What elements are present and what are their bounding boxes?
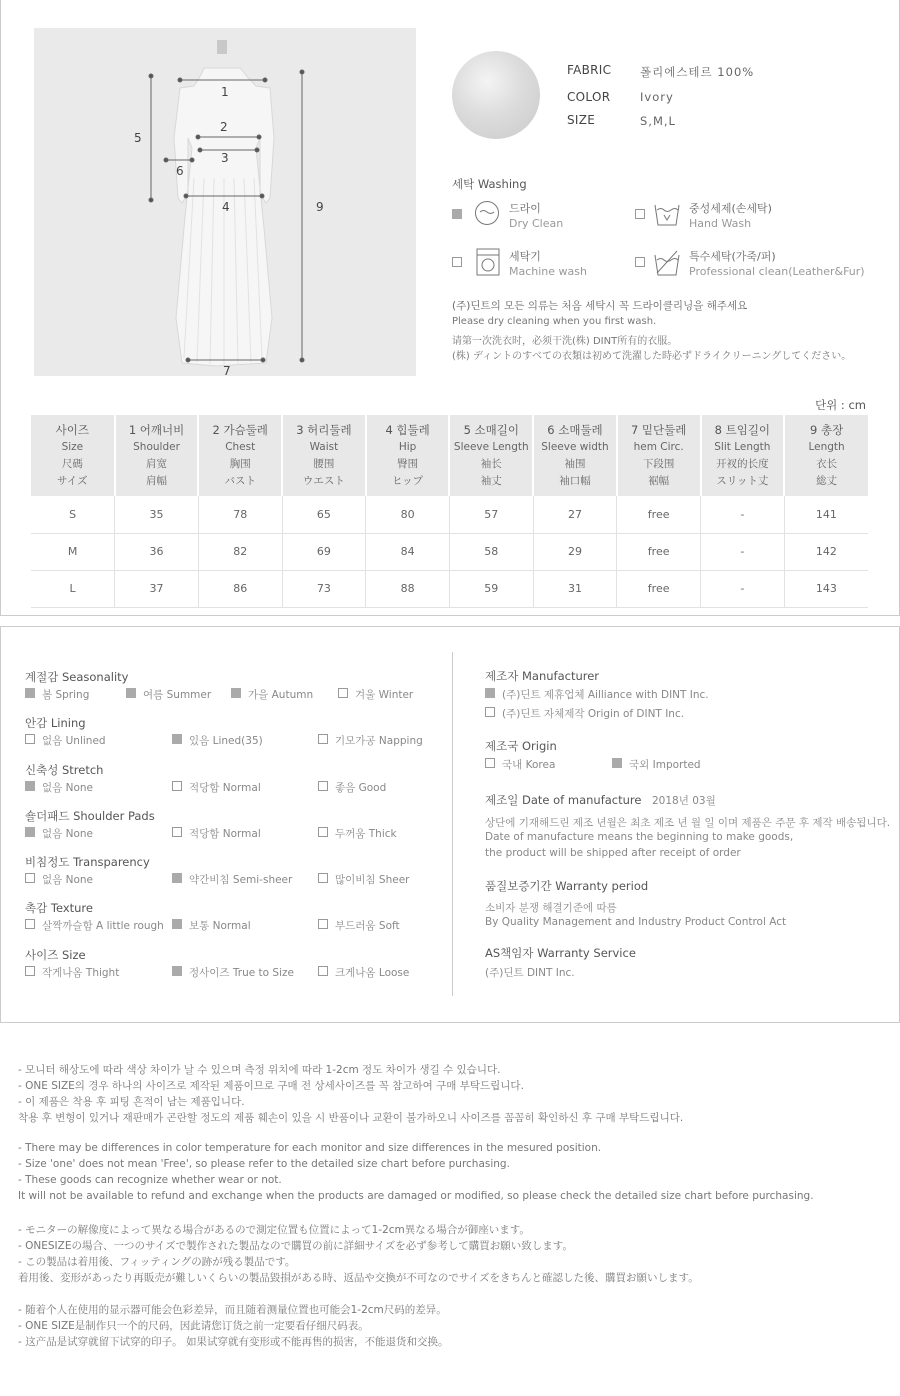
size-header-text: Slit Length bbox=[714, 440, 771, 453]
option-label: 없음 None bbox=[42, 828, 94, 840]
product-details-section bbox=[0, 626, 900, 1023]
size-cell: 142 bbox=[784, 533, 868, 570]
option-label: 기모가공 Napping bbox=[335, 735, 423, 747]
option-label: 여름 Summer bbox=[143, 689, 212, 701]
machine-wash-ko: 세탁기 bbox=[509, 250, 541, 263]
size-cell: 57 bbox=[449, 496, 533, 533]
option-checkbox bbox=[25, 919, 35, 929]
size-cell: M bbox=[31, 533, 115, 570]
fabric-swatch-image bbox=[452, 51, 540, 139]
professional-clean-checkbox bbox=[635, 257, 645, 267]
as-line: (주)딘트 DINT Inc. bbox=[485, 967, 575, 979]
hand-wash-checkbox bbox=[635, 209, 645, 219]
professional-clean-icon bbox=[653, 249, 681, 277]
option-checkbox bbox=[25, 827, 35, 837]
size-header-text: Shoulder bbox=[133, 440, 180, 453]
size-header-text: ヒップ bbox=[392, 474, 424, 487]
warranty-line-1: 소비자 분쟁 해결기준에 따름 bbox=[485, 902, 617, 914]
size-header-text: Sleeve width bbox=[541, 440, 609, 453]
fabric-value: 폴리에스테르 100% bbox=[640, 65, 755, 79]
size-cell: 59 bbox=[449, 570, 533, 607]
option-checkbox bbox=[25, 873, 35, 883]
option-checkbox bbox=[172, 966, 182, 976]
machine-wash-checkbox bbox=[452, 257, 462, 267]
mfg-date-title: 제조일 Date of manufacture bbox=[485, 793, 642, 807]
size-cell: 58 bbox=[449, 533, 533, 570]
size-cell: 80 bbox=[366, 496, 450, 533]
size-header-text: 1 어깨너비 bbox=[128, 422, 185, 437]
size-cell: 73 bbox=[282, 570, 366, 607]
measure-label-5: 5 bbox=[134, 131, 142, 145]
option-checkbox bbox=[485, 707, 495, 717]
size-cell: 78 bbox=[198, 496, 282, 533]
size-cell: 36 bbox=[115, 533, 199, 570]
size-header-text: Size bbox=[61, 440, 84, 453]
size-cell: - bbox=[701, 570, 785, 607]
notice-line: - 이 제품은 착용 후 피팅 흔적이 남는 제품입니다. bbox=[18, 1096, 245, 1108]
option-checkbox bbox=[25, 734, 35, 744]
option-label: 보통 Normal bbox=[189, 920, 251, 932]
option-label: 없음 None bbox=[42, 874, 94, 886]
option-label: 국내 Korea bbox=[502, 759, 556, 771]
size-header-text: 6 소매둘레 bbox=[547, 422, 603, 437]
option-checkbox bbox=[25, 966, 35, 976]
size-header-text: 肩宽 bbox=[146, 457, 168, 470]
notice-line: 着用後、変形があったり再販売が難しいくらいの製品毀損がある時、返品や交換が不可なのでサイズをきちんと確認した後、購買お願いします。 bbox=[18, 1272, 699, 1284]
size-header-text: Chest bbox=[225, 440, 256, 453]
measure-label-4: 4 bbox=[222, 200, 230, 214]
option-checkbox bbox=[318, 781, 328, 791]
size-header-text: 胸围 bbox=[229, 457, 251, 470]
color-label: COLOR bbox=[567, 90, 611, 104]
option-checkbox bbox=[231, 688, 241, 698]
size-table bbox=[31, 415, 868, 608]
size-cell: 35 bbox=[115, 496, 199, 533]
measure-label-2: 2 bbox=[220, 120, 228, 134]
manufacturer-title: 제조자 Manufacturer bbox=[485, 669, 600, 683]
option-label: 겨울 Winter bbox=[355, 689, 414, 701]
size-header-text: 2 가슴둘레 bbox=[212, 422, 268, 437]
option-checkbox bbox=[318, 873, 328, 883]
option-checkbox bbox=[172, 873, 182, 883]
option-label: 좋음 Good bbox=[335, 782, 387, 794]
size-header-text: 肩幅 bbox=[146, 474, 168, 487]
dry-clean-ko: 드라이 bbox=[509, 202, 541, 215]
option-label: 많이비침 Sheer bbox=[335, 874, 410, 886]
size-header-text: バスト bbox=[224, 474, 256, 487]
professional-clean-label bbox=[689, 249, 865, 279]
size-cell: 37 bbox=[115, 570, 199, 607]
size-header-text: 3 허리둘레 bbox=[296, 422, 352, 437]
option-checkbox bbox=[25, 688, 35, 698]
size-col-header bbox=[198, 415, 282, 496]
notice-line: 착용 후 변형이 있거나 재판매가 곤란할 정도의 제품 훼손이 있을 시 반품이나 교환이 불가하오니 사이즈를 꼼꼼히 확인하신 후 구매 부탁드립니다. bbox=[18, 1112, 684, 1124]
size-row bbox=[31, 496, 868, 533]
notice-line: - 随着个人在使用的显示器可能会色彩差异，而且随着测量位置也可能会1-2cm尺码的差异。 bbox=[18, 1304, 447, 1316]
mfg-date-line-2: Date of manufacture means the beginning to make goods, bbox=[485, 831, 794, 843]
size-header-text: 5 소매길이 bbox=[463, 422, 519, 437]
size-header-text: hem Circ. bbox=[633, 440, 684, 453]
size-cell: 84 bbox=[366, 533, 450, 570]
option-label: 정사이즈 True to Size bbox=[189, 967, 294, 979]
option-label: 있음 Lined(35) bbox=[189, 735, 263, 747]
notice-line: - ONE SIZE是制作只一个的尺码，因此请您订货之前一定要看仔细尺码表。 bbox=[18, 1320, 369, 1332]
size-header-text: Sleeve Length bbox=[453, 440, 529, 453]
option-checkbox bbox=[172, 827, 182, 837]
wash-note-cn: 请第一次洗衣时，必须干洗(株) DINT所有的衣服。 bbox=[452, 336, 678, 347]
notice-line: - モニターの解像度によって異なる場合があるので測定位置も位置によって1-2cm異なる場合が御座います。 bbox=[18, 1224, 530, 1236]
option-label: 적당함 Normal bbox=[189, 782, 261, 794]
warranty-title: 품질보증기간 Warranty period bbox=[485, 879, 649, 893]
color-value: Ivory bbox=[640, 90, 674, 104]
size-col-header bbox=[31, 415, 115, 496]
unit-label: 단위 : cm bbox=[815, 398, 866, 412]
size-header-text: Length bbox=[808, 440, 845, 453]
option-checkbox bbox=[485, 688, 495, 698]
mfg-date-line-1: 상단에 기재해드린 제조 년월은 최초 제조 년 월 일 이며 제품은 주문 후 제작 배송됩니다. bbox=[485, 817, 891, 829]
option-label: 없음 Unlined bbox=[42, 735, 106, 747]
size-header-text: ウエスト bbox=[302, 474, 345, 487]
size-cell: 82 bbox=[198, 533, 282, 570]
size-cell: S bbox=[31, 496, 115, 533]
size-header-text: サイズ bbox=[57, 474, 88, 487]
option-checkbox bbox=[485, 758, 495, 768]
measure-label-7: 7 bbox=[223, 364, 231, 378]
notice-line: - 모니터 해상도에 따라 색상 차이가 날 수 있으며 측정 위치에 따라 1-2cm 정도 차이가 생길 수 있습니다. bbox=[18, 1064, 501, 1076]
size-header-text: スリット丈 bbox=[716, 474, 769, 487]
size-col-header bbox=[784, 415, 868, 496]
origin-title: 제조국 Origin bbox=[485, 739, 557, 753]
notice-line: - These goods can recognize whether wear or not. bbox=[18, 1174, 282, 1186]
mfg-date-line-3: the product will be shipped after receipt of order bbox=[485, 847, 741, 859]
washing-title: 세탁 Washing bbox=[452, 177, 527, 191]
hand-wash-label bbox=[689, 201, 772, 231]
size-cell: 69 bbox=[282, 533, 366, 570]
option-label: 부드러움 Soft bbox=[335, 920, 400, 932]
size-cell: - bbox=[701, 533, 785, 570]
notice-line: It will not be available to refund and exchange when the products are damaged or modified, so please check the detailed size chart before purchasing. bbox=[18, 1190, 814, 1202]
option-label: 약간비침 Semi-sheer bbox=[189, 874, 293, 886]
option-checkbox bbox=[25, 781, 35, 791]
size-cell: 27 bbox=[533, 496, 617, 533]
notice-line: - There may be differences in color temperature for each monitor and size differences in the mesured position. bbox=[18, 1142, 602, 1154]
dry-clean-checkbox bbox=[452, 209, 462, 219]
measure-label-3: 3 bbox=[221, 151, 229, 165]
option-label: (주)딘트 자체제작 Origin of DINT Inc. bbox=[502, 708, 685, 720]
size-header-text: 腰围 bbox=[313, 457, 335, 470]
size-header-text: 臀围 bbox=[397, 457, 419, 470]
size-header-text: 9 총장 bbox=[809, 422, 844, 437]
size-col-header bbox=[617, 415, 701, 496]
option-label: 가을 Autumn bbox=[248, 689, 314, 701]
size-header-text: 사이즈 bbox=[55, 422, 89, 437]
size-table-header bbox=[31, 415, 868, 496]
size-header-text: 袖口幅 bbox=[559, 474, 591, 487]
size-header-text: 袖丈 bbox=[480, 474, 502, 487]
option-checkbox bbox=[172, 734, 182, 744]
attribute-title: 숄더패드 Shoulder Pads bbox=[25, 809, 155, 823]
size-header-text: 7 밑단둘레 bbox=[630, 422, 687, 437]
option-checkbox bbox=[126, 688, 136, 698]
size-row bbox=[31, 570, 868, 607]
option-label: 살짝까슬함 A little rough bbox=[42, 920, 164, 932]
size-header-text: 尺碼 bbox=[61, 457, 83, 470]
measure-label-9: 9 bbox=[316, 200, 324, 214]
hand-wash-ko: 중성세제(손세탁) bbox=[689, 202, 772, 215]
hand-wash-icon bbox=[653, 201, 681, 227]
notice-line: - この製品は着用後、フィッティングの跡が残る製品です。 bbox=[18, 1256, 296, 1268]
option-checkbox bbox=[318, 919, 328, 929]
size-header-text: 袖长 bbox=[480, 457, 502, 470]
size-header-text: Waist bbox=[309, 440, 339, 453]
option-label: 없음 None bbox=[42, 782, 94, 794]
option-checkbox bbox=[338, 688, 348, 698]
wash-note-ko: (주)딘트의 모든 의류는 처음 세탁시 꼭 드라이클리닝을 해주세요 bbox=[452, 300, 748, 312]
size-col-header bbox=[449, 415, 533, 496]
option-label: 국외 Imported bbox=[629, 759, 701, 771]
attribute-title: 계절감 Seasonality bbox=[25, 670, 129, 684]
option-label: 적당함 Normal bbox=[189, 828, 261, 840]
size-cell: free bbox=[617, 496, 701, 533]
dry-clean-icon bbox=[474, 200, 500, 226]
option-checkbox bbox=[172, 919, 182, 929]
attribute-title: 사이즈 Size bbox=[25, 948, 86, 962]
dress-measurement-diagram bbox=[34, 28, 416, 376]
size-cell: 31 bbox=[533, 570, 617, 607]
size-label: SIZE bbox=[567, 113, 596, 127]
size-header-text: 裾幅 bbox=[648, 474, 670, 487]
option-label: 작게나옴 Thight bbox=[42, 967, 120, 979]
warranty-line-2: By Quality Management and Industry Product Control Act bbox=[485, 916, 787, 928]
option-checkbox bbox=[612, 758, 622, 768]
attribute-title: 안감 Lining bbox=[25, 716, 86, 730]
size-cell: 143 bbox=[784, 570, 868, 607]
machine-wash-label bbox=[509, 249, 587, 279]
size-cell: 29 bbox=[533, 533, 617, 570]
size-cell: 88 bbox=[366, 570, 450, 607]
size-value: S,M,L bbox=[640, 114, 676, 128]
attribute-title: 비침정도 Transparency bbox=[25, 855, 150, 869]
product-spec-section bbox=[0, 0, 900, 616]
option-checkbox bbox=[318, 966, 328, 976]
wash-note-en: Please dry cleaning when you first wash. bbox=[452, 316, 657, 327]
size-header-text: 衣长 bbox=[816, 457, 838, 470]
notice-line: - ONE SIZE의 경우 하나의 사이즈로 제작된 제품이므로 구매 전 상세사이즈를 꼭 참고하여 구매 부탁드립니다. bbox=[18, 1080, 524, 1092]
attribute-title: 촉감 Texture bbox=[25, 901, 93, 915]
size-cell: free bbox=[617, 570, 701, 607]
measure-label-1: 1 bbox=[221, 85, 229, 99]
size-cell: free bbox=[617, 533, 701, 570]
size-col-header bbox=[115, 415, 199, 496]
option-checkbox bbox=[318, 827, 328, 837]
mfg-date-value: 2018년 03월 bbox=[652, 795, 716, 807]
size-col-header bbox=[533, 415, 617, 496]
attribute-title: 신축성 Stretch bbox=[25, 763, 104, 777]
size-cell: 86 bbox=[198, 570, 282, 607]
size-row bbox=[31, 533, 868, 570]
column-divider bbox=[452, 652, 453, 996]
notice-line: - Size 'one' does not mean 'Free', so please refer to the detailed size chart before purchasing. bbox=[18, 1158, 510, 1170]
size-col-header bbox=[282, 415, 366, 496]
option-checkbox bbox=[172, 781, 182, 791]
size-header-text: 下段围 bbox=[642, 457, 675, 470]
fabric-label: FABRIC bbox=[567, 63, 612, 77]
professional-clean-en: Professional clean(Leather&Fur) bbox=[689, 265, 865, 278]
size-col-header bbox=[366, 415, 450, 496]
option-checkbox bbox=[318, 734, 328, 744]
size-header-text: 袖围 bbox=[564, 457, 586, 470]
as-title: AS책임자 Warranty Service bbox=[485, 946, 636, 960]
option-label: 두꺼움 Thick bbox=[335, 828, 397, 840]
size-header-text: 総丈 bbox=[816, 474, 838, 487]
washing-machine-icon bbox=[476, 248, 500, 276]
size-header-text: 8 트임길이 bbox=[714, 422, 771, 437]
dry-clean-label bbox=[509, 201, 563, 231]
measure-label-6: 6 bbox=[176, 164, 184, 178]
dry-clean-en: Dry Clean bbox=[509, 217, 564, 230]
option-label: 봄 Spring bbox=[42, 689, 90, 701]
size-cell: 141 bbox=[784, 496, 868, 533]
size-header-text: 开衩的长度 bbox=[716, 457, 769, 470]
size-cell: L bbox=[31, 570, 115, 607]
option-label: (주)딘트 제휴업체 Ailliance with DINT Inc. bbox=[502, 689, 709, 701]
hand-wash-en: Hand Wash bbox=[689, 217, 752, 230]
professional-clean-ko: 특수세탁(가죽/퍼) bbox=[689, 250, 776, 263]
notice-line: - ONESIZEの場合、一つのサイズで製作された製品なので購買の前に詳細サイズを必ず参考して購買お願い致します。 bbox=[18, 1240, 573, 1252]
machine-wash-en: Machine wash bbox=[509, 265, 587, 278]
wash-note-jp: (株) ディントのすべての衣類は初めて洗濯した時必ずドライクリーニングしてください。 bbox=[452, 351, 852, 362]
size-header-text: 4 힙둘레 bbox=[385, 422, 430, 437]
size-cell: - bbox=[701, 496, 785, 533]
size-header-text: Hip bbox=[398, 440, 417, 453]
size-cell: 65 bbox=[282, 496, 366, 533]
option-label: 크게나옴 Loose bbox=[335, 967, 410, 979]
notice-line: - 这产品是试穿就留下试穿的印子。 如果试穿就有变形或不能再售的损害，不能退货和交换。 bbox=[18, 1336, 449, 1348]
size-col-header bbox=[701, 415, 785, 496]
